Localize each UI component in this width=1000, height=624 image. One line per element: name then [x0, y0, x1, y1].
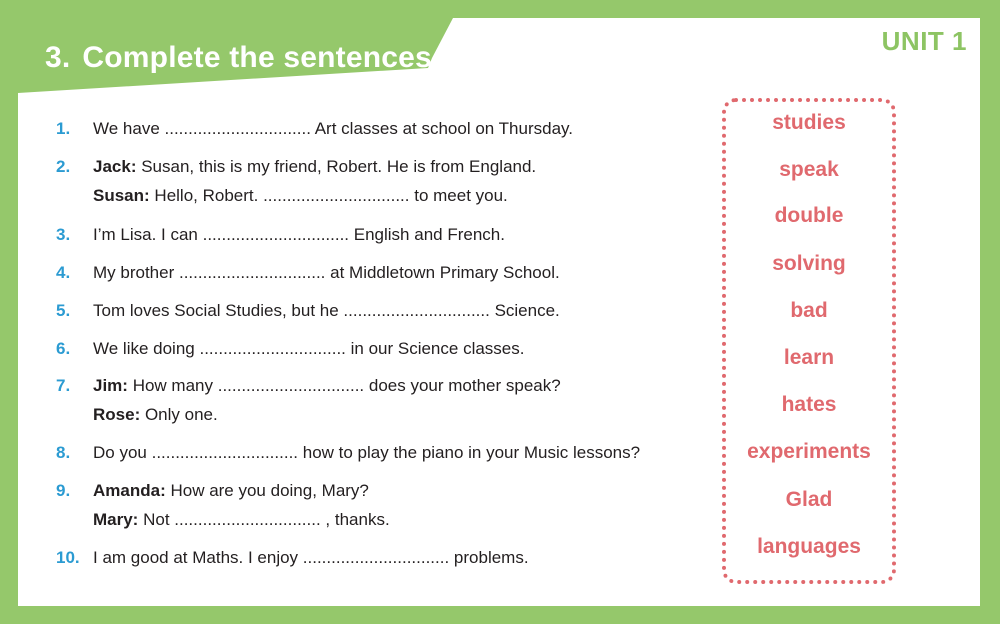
answer-blank[interactable]: ............................... [302, 548, 450, 567]
sentence-number: 4. [56, 263, 71, 282]
sentence-text: Not [138, 510, 175, 529]
speaker-name: Susan: [93, 186, 150, 205]
sentence-number: 7. [56, 376, 71, 395]
sentence-text: English and French. [349, 225, 505, 244]
sentence-text: I am good at Maths. I enjoy [93, 548, 303, 567]
sentence-text: Only one. [140, 405, 218, 424]
answer-blank[interactable]: ............................... [178, 263, 326, 282]
speaker-name: Amanda: [93, 481, 166, 500]
word-bank-item[interactable]: languages [757, 535, 861, 558]
sentence-text: in our Science classes. [345, 339, 525, 358]
word-bank-item[interactable]: experiments [747, 440, 871, 463]
sentence-text: Do you [93, 443, 152, 462]
sentence-text: , thanks. [320, 510, 390, 529]
speaker-name: Jack: [93, 157, 137, 176]
word-bank-item[interactable]: hates [781, 393, 837, 416]
word-bank-item[interactable]: double [774, 204, 844, 227]
sentence-text: Tom loves Social Studies, but he [93, 301, 344, 320]
sentence-text: My brother [93, 263, 179, 282]
word-bank-item[interactable]: solving [772, 252, 846, 275]
sentence-number: 1. [56, 119, 71, 138]
word-bank-item[interactable]: speak [779, 158, 839, 181]
sentence-text: problems. [449, 548, 529, 567]
sentence-text: Susan, this is my friend, Robert. He is from England. [136, 157, 537, 176]
sentence-text: We like doing [93, 339, 200, 358]
sentence-text: at Middletown Primary School. [325, 263, 560, 282]
worksheet-page [18, 18, 980, 606]
sentence-number: 2. [56, 157, 71, 176]
sentence-number: 8. [56, 443, 71, 462]
answer-blank[interactable]: ............................... [202, 225, 350, 244]
sentence-number: 9. [56, 481, 71, 500]
sentence-text: to meet you. [409, 186, 508, 205]
word-bank-item[interactable]: learn [783, 346, 835, 369]
speaker-name: Jim: [93, 376, 128, 395]
exercise-title [45, 41, 662, 75]
exercise-instruction: Complete the sentences with the words. [82, 41, 662, 74]
sentence-text: We have [93, 119, 165, 138]
word-bank-item[interactable]: studies [772, 111, 846, 134]
word-bank-item[interactable]: Glad [785, 488, 833, 511]
sentence-number: 3. [56, 225, 71, 244]
title-banner [18, 18, 980, 93]
sentence-text: Hello, Robert. [149, 186, 264, 205]
sentence-text: How many [127, 376, 218, 395]
sentence-text: How are you doing, Mary? [165, 481, 369, 500]
sentence-text: Art classes at school on Thursday. [310, 119, 573, 138]
sentence-text: I’m Lisa. I can [93, 225, 203, 244]
speaker-name: Rose: [93, 405, 141, 424]
speaker-name: Mary: [93, 510, 139, 529]
sentence-text: Science. [489, 301, 560, 320]
sentence-number: 5. [56, 301, 71, 320]
answer-blank[interactable]: ............................... [174, 510, 321, 529]
sentence-text: does your mother speak? [364, 376, 561, 395]
answer-blank[interactable]: ............................... [199, 339, 346, 358]
answer-blank[interactable]: ............................... [343, 301, 490, 320]
answer-blank[interactable]: ............................... [263, 186, 410, 205]
sentence-number: 10. [56, 548, 80, 567]
sentence-number: 6. [56, 339, 71, 358]
word-bank-item[interactable]: bad [790, 299, 828, 322]
unit-label: UNIT 1 [881, 26, 967, 56]
answer-blank[interactable]: ............................... [217, 376, 365, 395]
answer-blank[interactable]: ............................... [164, 119, 311, 138]
exercise-number: 3. [45, 41, 71, 74]
sentence-text: how to play the piano in your Music lessons? [298, 443, 641, 462]
answer-blank[interactable]: ............................... [151, 443, 299, 462]
